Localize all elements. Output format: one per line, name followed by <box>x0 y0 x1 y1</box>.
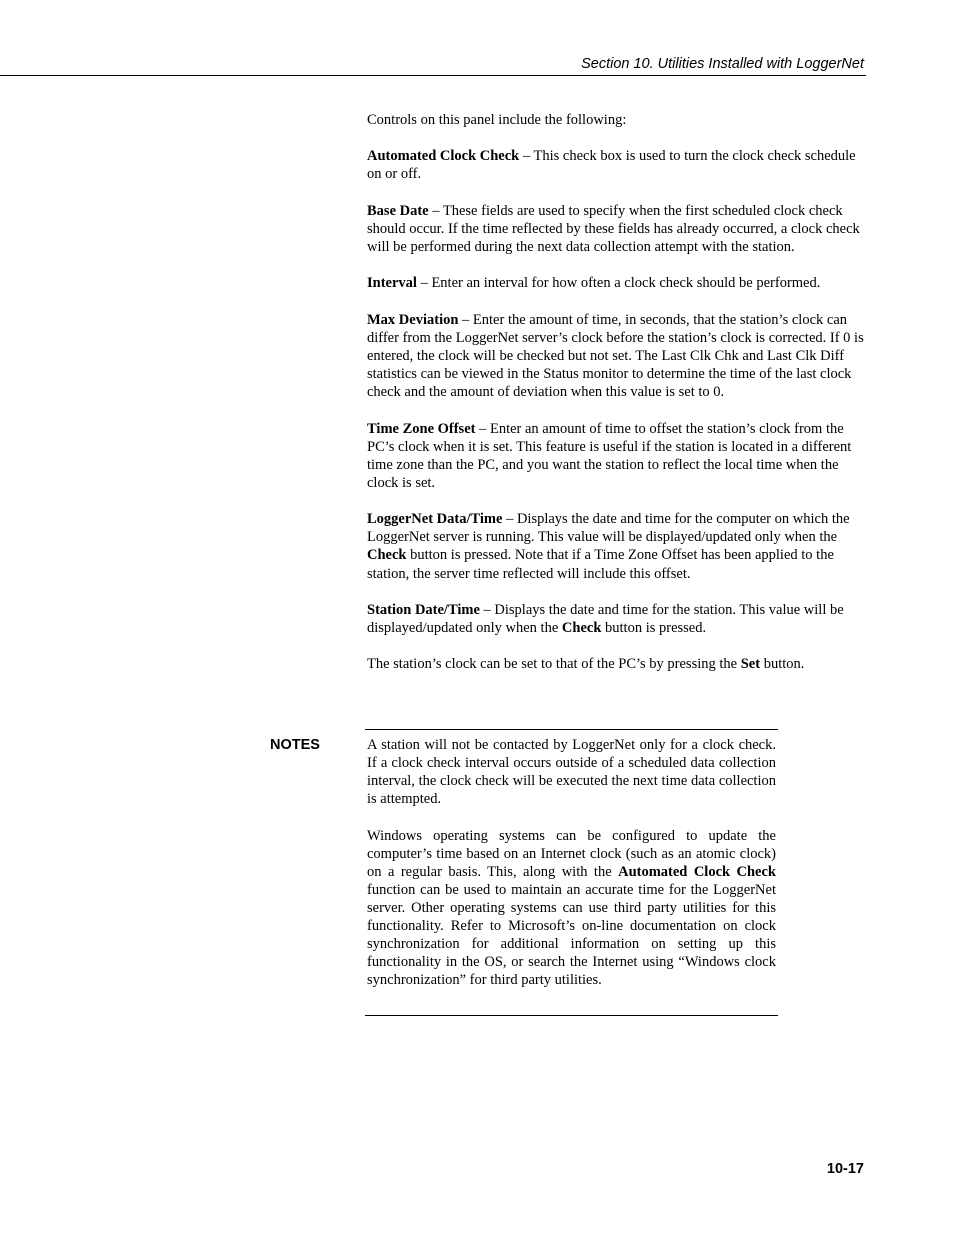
description: – Displays the date and time for the computer on which the LoggerNet server is running. This value will be displayed/updated only when the <box>367 511 850 546</box>
notes-label: NOTES <box>270 737 320 753</box>
max-deviation-paragraph <box>367 311 865 401</box>
description: – Enter the amount of time, in seconds, that the station’s clock can differ from the LoggerNet server’s clock before the station’s clock is corrected. If 0 is entered, the clock will be checked but not set. The Last Clk Chk and Last Clk Diff statistics can be viewed in the Status monitor to determine the time of the last clock check and the amount of deviation when this value is set to 0. <box>367 311 864 401</box>
term: Base Date <box>367 202 429 219</box>
station-datetime-paragraph <box>367 601 865 637</box>
term: LoggerNet Data/Time <box>367 511 503 528</box>
set-clock-paragraph <box>367 655 865 673</box>
description: – Enter an amount of time to offset the station’s clock from the PC’s clock when it is set. This feature is useful if the station is located in a different time zone than the PC, and you want the station to reflect the local time when the clock is set. <box>367 420 852 491</box>
set-button-ref: Set <box>740 656 761 673</box>
description-cont: button. <box>760 656 805 673</box>
description: – Displays the date and time for the station. This value will be displayed/updated only when the <box>367 601 844 637</box>
check-button-ref: Check <box>561 620 602 637</box>
note-text-cont: function can be used to maintain an accurate time for the LoggerNet server. Other operating systems can use third party utilities for this functionality. Refer to Microsoft’s on-line documentation on clock synchronization for additional information on setting up this functionality in the OS, or search the Internet using “Windows clock synchronization” for third party utilities. <box>367 881 776 989</box>
header-divider <box>0 75 866 76</box>
description: – This check box is used to turn the clock check schedule on or off. <box>367 148 856 183</box>
automated-clock-check-ref: Automated Clock Check <box>618 863 776 880</box>
body-column <box>367 111 865 692</box>
page-number: 10-17 <box>826 1161 864 1177</box>
notes-top-rule <box>365 729 778 730</box>
intro-paragraph: Controls on this panel include the following: <box>367 112 627 128</box>
term: Automated Clock Check <box>367 148 520 165</box>
term: Interval <box>367 275 417 292</box>
description: – Enter an interval for how often a clock check should be performed. <box>416 275 821 292</box>
automated-clock-check-paragraph <box>367 147 865 183</box>
note-paragraph-1: A station will not be contacted by LoggerNet only for a clock check. If a clock check interval occurs outside of a scheduled data collection interval, the clock check will be executed the next time data collection is attempted. <box>367 737 776 808</box>
notes-box <box>367 736 776 1008</box>
interval-paragraph <box>367 274 865 292</box>
note-text: Windows operating systems can be configured to update the computer’s time based on an Internet clock (such as an atomic clock) on a regular basis. This, along with the <box>367 827 776 880</box>
running-header: Section 10. Utilities Installed with LoggerNet <box>581 56 864 72</box>
description-cont: button is pressed. Note that if a Time Zone Offset has been applied to the station, the server time reflected will include this offset. <box>367 547 834 582</box>
term: Time Zone Offset <box>367 420 476 437</box>
description-cont: button is pressed. <box>601 620 707 637</box>
term: Max Deviation <box>367 311 459 328</box>
description: The station’s clock can be set to that of the PC’s by pressing the <box>367 656 741 673</box>
notes-bottom-rule <box>365 1015 778 1016</box>
loggernet-datetime-paragraph <box>367 510 865 582</box>
time-zone-offset-paragraph <box>367 420 865 492</box>
base-date-paragraph <box>367 202 865 256</box>
note-paragraph-2 <box>367 827 776 990</box>
check-button-ref: Check <box>367 547 407 564</box>
description: – These fields are used to specify when the first scheduled clock check should occur. If the time reflected by these fields has already occurred, a clock check will be performed during the next data collection attempt with the station. <box>367 202 860 256</box>
term: Station Date/Time <box>367 601 480 618</box>
